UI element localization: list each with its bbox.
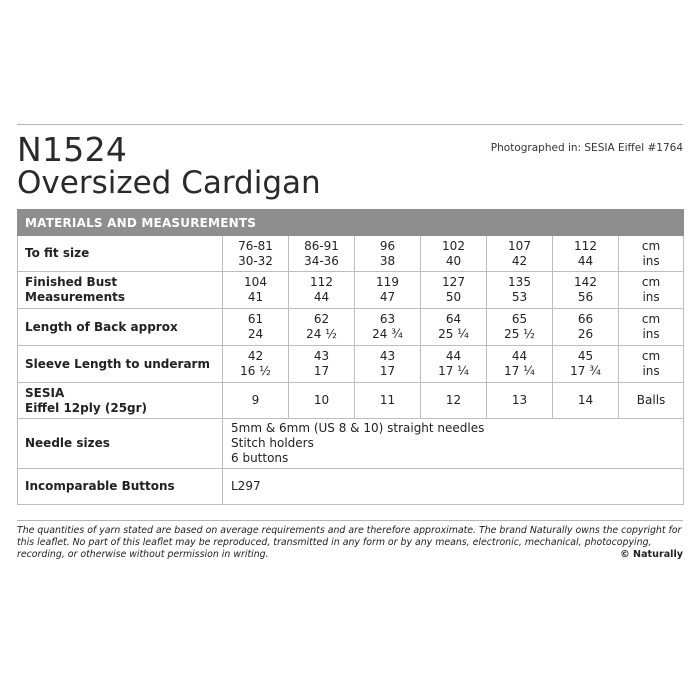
unit-cell	[619, 236, 684, 272]
size-value-cell	[355, 309, 421, 346]
size-value-cell	[421, 272, 487, 309]
needle-line: 5mm & 6mm (US 8 & 10) straight needles	[231, 421, 485, 435]
size-rows	[18, 236, 684, 419]
photographed-in-note: Photographed in: SESIA Eiffel #1764	[490, 142, 683, 154]
unit-label: cm	[641, 349, 661, 363]
size-value: 24 ½	[306, 327, 337, 341]
size-value-cell	[487, 309, 553, 346]
row-label-line: Finished Bust	[25, 275, 118, 289]
buttons-value: L297	[223, 469, 684, 505]
pattern-code: N1524	[17, 130, 128, 169]
measurement-row	[18, 346, 684, 383]
size-value-cell	[553, 383, 619, 419]
size-value: 66	[577, 312, 594, 326]
size-value: 17 ¾	[570, 364, 601, 378]
row-label-line: Eiffel 12ply (25gr)	[25, 400, 148, 415]
row-label	[18, 236, 223, 272]
row-label	[18, 309, 223, 346]
row-label-line: To fit size	[25, 246, 90, 260]
size-value: 61	[247, 312, 264, 326]
size-value: 17	[379, 364, 396, 378]
size-value: 16 ½	[240, 364, 271, 378]
size-value-cell	[553, 236, 619, 272]
size-value: 11	[379, 393, 396, 407]
size-value: 44	[577, 253, 594, 268]
size-value-cell	[553, 272, 619, 309]
size-value: 42	[247, 349, 264, 363]
measurement-row	[18, 309, 684, 346]
size-value: 119	[376, 275, 399, 289]
unit-label: ins	[642, 327, 660, 341]
size-value-cell	[289, 309, 355, 346]
unit-cell	[619, 383, 684, 419]
bottom-divider	[17, 520, 683, 521]
size-value: 47	[379, 290, 396, 304]
row-label-line: Sleeve Length to underarm	[25, 356, 210, 371]
row-label-line: SESIA	[25, 385, 65, 400]
unit-label: Balls	[636, 393, 666, 407]
size-value-cell	[289, 383, 355, 419]
size-value: 112	[574, 238, 597, 253]
size-value: 102	[442, 238, 465, 253]
size-value: 50	[445, 290, 462, 304]
row-label-line: Length of Back approx	[25, 319, 178, 334]
size-value: 25 ½	[504, 327, 535, 341]
size-value: 135	[508, 275, 531, 289]
needle-line: Stitch holders	[231, 436, 314, 450]
copyright-disclaimer: The quantities of yarn stated are based on average requirements and are therefore approximate. The brand Naturally owns the copyright for this leaflet. No part of this leaflet may be reproduced, transmitted in any form or by any means, electronic, mechanical, photocopying, recording, or otherwise without permission in writing.	[17, 525, 682, 560]
size-value-cell	[487, 383, 553, 419]
size-value-cell	[289, 346, 355, 383]
size-value: 24 ¾	[372, 327, 403, 341]
needle-sizes-label: Needle sizes	[18, 419, 223, 469]
size-value-cell	[223, 272, 289, 309]
measurement-row	[18, 383, 684, 419]
size-value: 10	[313, 393, 330, 407]
size-value-cell	[421, 236, 487, 272]
size-value: 38	[379, 253, 396, 268]
section-header: MATERIALS AND MEASUREMENTS	[18, 210, 684, 236]
size-value: 24	[247, 327, 264, 341]
size-value: 42	[511, 253, 528, 268]
size-value-cell	[553, 346, 619, 383]
size-value-cell	[223, 309, 289, 346]
size-value-cell	[487, 272, 553, 309]
size-value: 86-91	[304, 238, 339, 253]
size-value: 17	[313, 364, 330, 378]
size-value-cell	[355, 346, 421, 383]
unit-cell	[619, 309, 684, 346]
size-value: 17 ¼	[504, 364, 535, 378]
size-value: 13	[511, 393, 528, 407]
size-value: 41	[247, 290, 264, 304]
size-value-cell	[421, 383, 487, 419]
size-value: 107	[508, 238, 531, 253]
size-value: 43	[379, 349, 396, 363]
size-value: 53	[511, 290, 528, 304]
row-label	[18, 383, 223, 419]
size-value-cell	[355, 236, 421, 272]
buttons-row	[18, 469, 684, 505]
unit-label: ins	[642, 290, 660, 304]
row-label	[18, 346, 223, 383]
size-value: 112	[310, 275, 333, 289]
unit-label: cm	[641, 312, 661, 326]
size-value: 56	[577, 290, 594, 304]
size-value-cell	[355, 383, 421, 419]
unit-label: ins	[642, 253, 660, 268]
size-value-cell	[421, 346, 487, 383]
size-value-cell	[355, 272, 421, 309]
size-value: 9	[251, 393, 260, 407]
size-value-cell	[223, 383, 289, 419]
unit-label: cm	[641, 275, 661, 289]
top-divider	[17, 124, 683, 125]
size-value: 45	[577, 349, 594, 363]
size-value: 44	[445, 349, 462, 363]
size-value: 26	[577, 327, 594, 341]
needle-sizes-value	[223, 419, 684, 469]
pattern-title: Oversized Cardigan	[17, 165, 321, 201]
size-value: 12	[445, 393, 462, 407]
size-value-cell	[553, 309, 619, 346]
size-value: 127	[442, 275, 465, 289]
size-value: 142	[574, 275, 597, 289]
size-value-cell	[487, 346, 553, 383]
needle-line: 6 buttons	[231, 451, 289, 465]
size-value: 104	[244, 275, 267, 289]
size-value-cell	[223, 236, 289, 272]
size-value: 62	[313, 312, 330, 326]
size-value: 65	[511, 312, 528, 326]
size-value-cell	[223, 346, 289, 383]
materials-measurements-table	[17, 209, 684, 505]
size-value-cell	[421, 309, 487, 346]
measurement-row	[18, 236, 684, 272]
size-value: 40	[445, 253, 462, 268]
size-value: 63	[379, 312, 396, 326]
size-value: 96	[379, 238, 396, 253]
unit-label: cm	[641, 238, 661, 253]
buttons-label: Incomparable Buttons	[18, 469, 223, 505]
size-value-cell	[289, 272, 355, 309]
size-value: 44	[511, 349, 528, 363]
unit-label: ins	[642, 364, 660, 378]
size-value: 30-32	[238, 253, 273, 268]
size-value: 43	[313, 349, 330, 363]
row-label	[18, 272, 223, 309]
size-value: 17 ¼	[438, 364, 469, 378]
unit-cell	[619, 272, 684, 309]
size-value-cell	[487, 236, 553, 272]
copyright-mark: © Naturally	[620, 549, 683, 560]
size-value: 14	[577, 393, 594, 407]
needle-sizes-row	[18, 419, 684, 469]
size-value: 44	[313, 290, 330, 304]
row-label-line: Measurements	[25, 290, 125, 304]
size-value: 25 ¼	[438, 327, 469, 341]
unit-cell	[619, 346, 684, 383]
size-value-cell	[289, 236, 355, 272]
size-value: 76-81	[238, 238, 273, 253]
size-value: 64	[445, 312, 462, 326]
size-value: 34-36	[304, 253, 339, 268]
measurement-row	[18, 272, 684, 309]
